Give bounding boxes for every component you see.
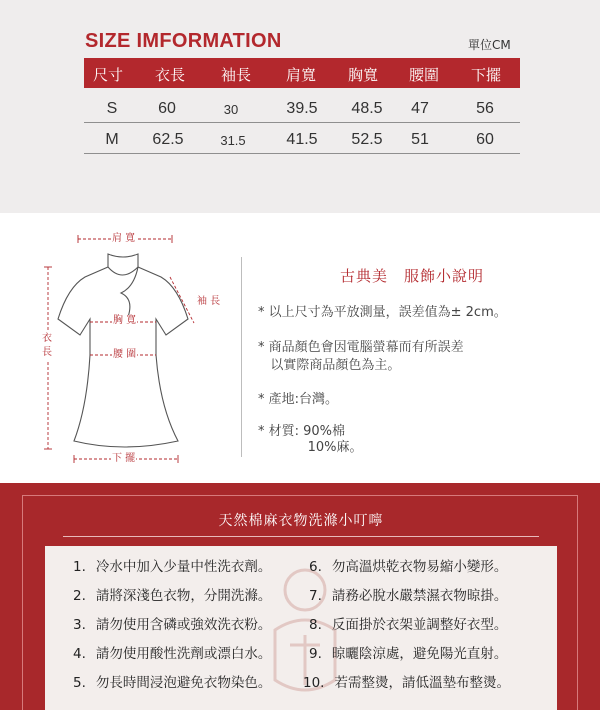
note-item: * 材質: 90%棉 bbox=[258, 424, 346, 439]
care-item: 1. 冷水中加入少量中性洗衣劑。 bbox=[73, 559, 272, 575]
notes-title: 古典美 服飾小說明 bbox=[340, 267, 485, 285]
cell-sleeve: 31.5 bbox=[220, 133, 246, 148]
unit-label: 單位CM bbox=[468, 38, 511, 52]
header-hem: 下擺 bbox=[470, 66, 502, 84]
size-information-section bbox=[0, 0, 600, 213]
care-item: 5. 勿長時間浸泡避免衣物染色。 bbox=[73, 675, 272, 691]
header-chest: 胸寬 bbox=[347, 66, 379, 84]
cell-size: M bbox=[105, 131, 119, 148]
care-item: 8. 反面掛於衣架並調整好衣型。 bbox=[309, 617, 508, 633]
cell-length: 62.5 bbox=[152, 131, 184, 148]
cell-shoulder: 39.5 bbox=[286, 100, 318, 117]
diagram-label-length: 衣 長 bbox=[42, 333, 52, 358]
cell-hem: 56 bbox=[476, 100, 494, 117]
cell-length: 60 bbox=[158, 100, 176, 117]
cell-sleeve: 30 bbox=[223, 102, 239, 117]
cell-hem: 60 bbox=[476, 131, 494, 148]
care-item: 3. 請勿使用含磷或強效洗衣粉。 bbox=[73, 617, 272, 633]
diagram-label-hem: 下 擺 bbox=[112, 453, 136, 464]
cell-chest: 48.5 bbox=[351, 100, 383, 117]
header-shoulder: 肩寬 bbox=[285, 66, 317, 84]
diagram-label-chest: 胸 寬 bbox=[113, 315, 137, 326]
care-item: 7. 請務必脫水嚴禁濕衣物晾掛。 bbox=[309, 588, 508, 604]
table-row bbox=[84, 124, 520, 154]
care-box bbox=[22, 495, 578, 710]
care-panel bbox=[45, 546, 557, 710]
garment-diagram bbox=[30, 227, 240, 477]
diagram-label-sleeve: 袖 長 bbox=[197, 296, 221, 307]
cell-size: S bbox=[106, 100, 118, 117]
cell-chest: 52.5 bbox=[351, 131, 383, 148]
care-item: 6. 勿高溫烘乾衣物易縮小變形。 bbox=[309, 559, 508, 575]
care-item: 4. 請勿使用酸性洗劑或漂白水。 bbox=[73, 646, 272, 662]
size-table-header bbox=[84, 58, 520, 88]
note-item: 以實際商品顏色為主。 bbox=[258, 358, 401, 373]
cell-shoulder: 41.5 bbox=[286, 131, 318, 148]
table-row bbox=[84, 93, 520, 123]
note-item: * 商品顏色會因電腦螢幕而有所誤差 bbox=[258, 340, 464, 355]
size-title: SIZE IMFORMATION bbox=[85, 30, 282, 52]
note-item: * 以上尺寸為平放測量，誤差值為± 2cm。 bbox=[258, 305, 507, 320]
cell-waist: 51 bbox=[411, 131, 429, 148]
header-waist: 腰圍 bbox=[408, 66, 440, 84]
care-title-divider bbox=[63, 536, 539, 537]
care-item: 9. 晾曬陰涼處，避免陽光直射。 bbox=[309, 646, 508, 662]
care-item: 2. 請將深淺色衣物，分開洗滌。 bbox=[73, 588, 272, 604]
note-item: 10%麻。 bbox=[258, 440, 363, 455]
garment-section bbox=[0, 213, 600, 483]
header-size: 尺寸 bbox=[92, 66, 124, 84]
header-sleeve: 袖長 bbox=[220, 66, 252, 84]
vertical-divider bbox=[241, 257, 242, 457]
cell-waist: 47 bbox=[411, 100, 429, 117]
note-item: * 產地:台灣。 bbox=[258, 392, 339, 407]
diagram-label-shoulder: 肩 寬 bbox=[112, 233, 136, 244]
care-title: 天然棉麻衣物洗滌小叮嚀 bbox=[218, 513, 384, 529]
header-length: 衣長 bbox=[154, 66, 186, 84]
care-item: 10. 若需整燙，請低溫墊布整燙。 bbox=[303, 675, 510, 691]
care-instructions-section bbox=[0, 483, 600, 710]
diagram-label-waist: 腰 圍 bbox=[113, 349, 137, 360]
